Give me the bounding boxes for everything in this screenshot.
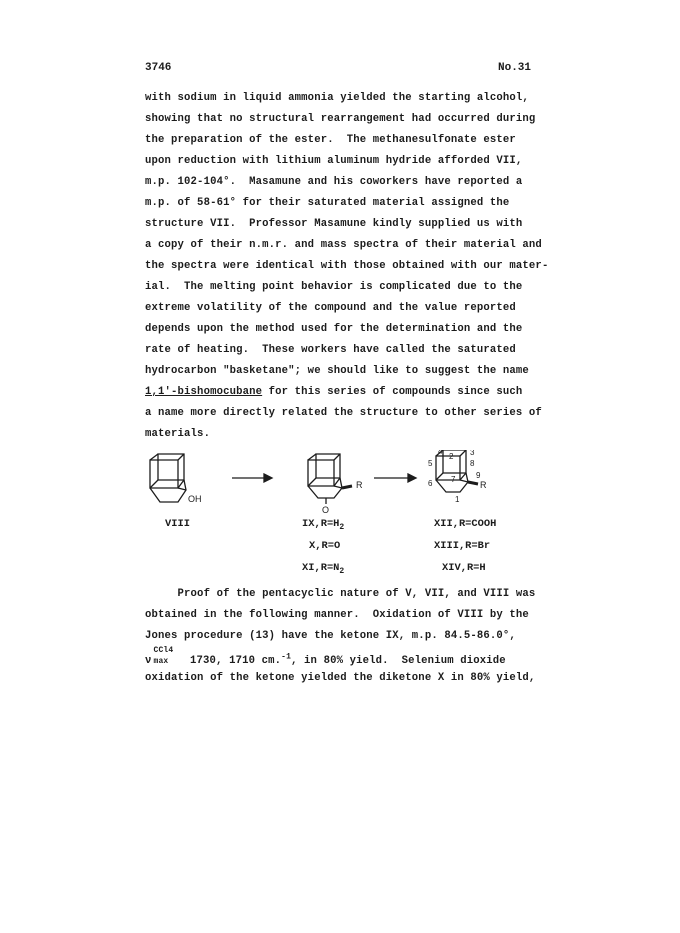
text-span: for this series of compounds since such	[262, 386, 523, 398]
ccl4-superscript	[154, 646, 174, 655]
compound-x-label: X,R=O	[309, 540, 341, 552]
r-label-mid: R	[356, 480, 363, 490]
text-line: oxidation of the ketone yielded the diketone X in 80% yield,	[145, 672, 536, 684]
text-line: Jones procedure (13) have the ketone IX, m.p. 84.5-86.0°,	[145, 630, 516, 642]
text-line: obtained in the following manner. Oxidation of VIII by the	[145, 609, 529, 621]
atom-number-6: 6	[428, 479, 433, 488]
text-line: hydrocarbon "basketane"; we should like to suggest the name	[145, 365, 529, 377]
text-line	[145, 386, 522, 398]
atom-number-7: 7	[451, 475, 456, 484]
ccl-text: CCl	[153, 646, 169, 655]
reaction-arrow-2	[374, 474, 416, 482]
text-line: the spectra were identical with those obtained with our mater-	[145, 260, 549, 272]
atom-number-8: 8	[470, 459, 475, 468]
max-subscript: max	[153, 657, 169, 666]
compound-ix-structure	[308, 454, 352, 504]
subscript: 2	[339, 567, 345, 577]
text-line: showing that no structural rearrangement had occurred during	[145, 113, 536, 125]
atom-number-3: 3	[470, 450, 475, 457]
reaction-arrow-1	[232, 474, 272, 482]
compound-viii-label: VIII	[165, 518, 190, 530]
compound-viii-structure	[150, 454, 186, 502]
bishomocubane-term: 1,1'-bishomocubane	[145, 386, 263, 398]
nu-symbol: ν	[145, 655, 152, 667]
ir-values: 1730, 1710 cm.	[183, 655, 282, 667]
atom-number-9: 9	[476, 471, 481, 480]
text-line: a name more directly related the structure to other series of	[145, 407, 542, 419]
atom-number-5: 5	[428, 459, 433, 468]
compound-xiii-label: XIII,R=Br	[434, 540, 491, 552]
text-line: rate of heating. These workers have called the saturated	[145, 344, 516, 356]
text-line: Proof of the pentacyclic nature of V, VII, and VIII was	[145, 588, 536, 600]
text-line: depends upon the method used for the determination and the	[145, 323, 523, 335]
text-line	[145, 646, 506, 667]
ir-solvent	[152, 646, 184, 666]
r-label-right: R	[480, 480, 487, 490]
compound-ix-label	[302, 518, 344, 532]
text-line: materials.	[145, 428, 211, 440]
text-line: structure VII. Professor Masamune kindly supplied us with	[145, 218, 523, 230]
text-line: extreme volatility of the compound and the value reported	[145, 302, 516, 314]
text-line: with sodium in liquid ammonia yielded the starting alcohol,	[145, 92, 529, 104]
compound-xiv-label: XIV,R=H	[442, 562, 486, 574]
ir-rest: , in 80% yield. Selenium dioxide	[291, 655, 506, 667]
text-line: upon reduction with lithium aluminum hydride afforded VII,	[145, 155, 523, 167]
caption-text: IX,R=H	[302, 518, 340, 530]
text-line: m.p. of 58-61° for their saturated material assigned the	[145, 197, 510, 209]
journal-number: No.31	[498, 62, 532, 74]
compound-xi-label	[302, 562, 344, 576]
text-line: ial. The melting point behavior is complicated due to the	[145, 281, 523, 293]
caption-text: XI,R=N	[302, 562, 340, 574]
atom-number-2: 2	[449, 452, 454, 461]
atom-number-1: 1	[455, 495, 460, 504]
page-number: 3746	[145, 62, 172, 74]
oh-label: OH	[188, 494, 202, 504]
subscript: 2	[339, 523, 345, 533]
oxo-label: O	[322, 505, 330, 515]
text-line: m.p. 102-104°. Masamune and his coworkers have reported a	[145, 176, 523, 188]
text-line: a copy of their n.m.r. and mass spectra of their material and	[145, 239, 542, 251]
ir-unit-sup: -1	[281, 652, 292, 662]
compound-xii-label: XII,R=COOH	[434, 518, 497, 530]
text-line: the preparation of the ester. The methanesulfonate ester	[145, 134, 516, 146]
atom-number-4: 4	[438, 450, 443, 456]
ccl-sub: 4	[168, 646, 174, 655]
